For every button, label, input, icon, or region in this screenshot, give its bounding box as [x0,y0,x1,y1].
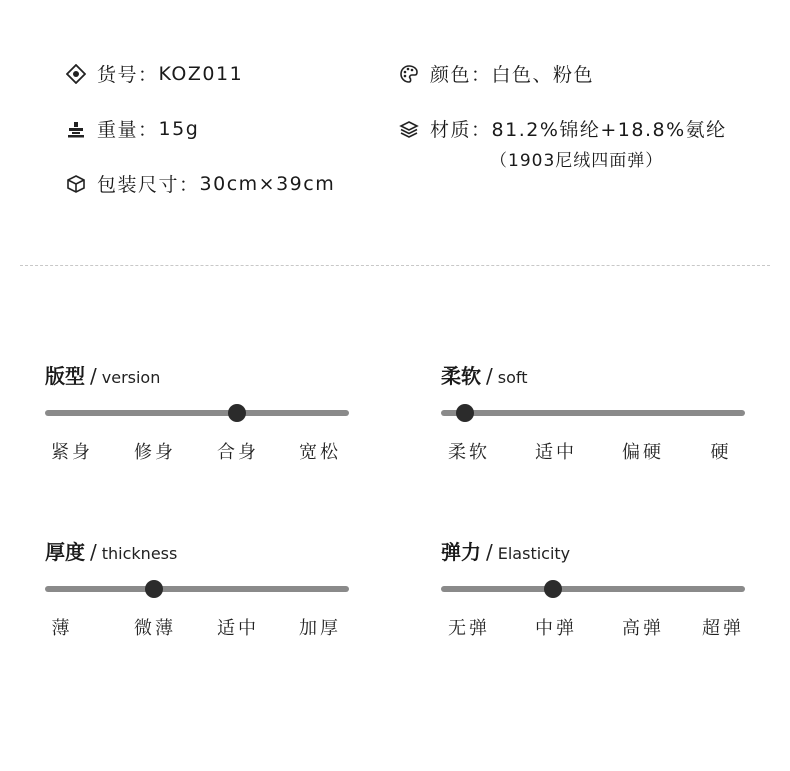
spec-item-no-value: KOZ011 [158,62,244,85]
gauge-title-en: soft [497,368,528,387]
gauge-option: 修身 [134,442,176,463]
spec-material [398,115,727,142]
gauge-thickness [45,538,349,638]
gauge-version [45,362,349,462]
gauge-scale [45,438,349,462]
gauge-option: 高弹 [622,618,664,639]
spec-item-no-label: 货号： [97,64,159,86]
gauge-title [45,362,349,390]
gauge-title-cn: 厚度 [45,540,85,564]
gauge-option: 柔软 [448,442,490,463]
gauge-title-en: thickness [101,544,178,563]
gauge-soft [441,362,745,462]
layers-icon [398,118,420,140]
gauge-option: 紧身 [51,442,93,463]
gauge-title-slash: / [90,540,97,564]
spec-item-no [65,60,243,87]
box-icon [65,173,87,195]
gauge-option: 偏硬 [622,442,664,463]
gauge-title-en: Elasticity [497,544,571,563]
spec-color [398,60,594,87]
gauge-knob [145,580,163,598]
gauge-scale [441,438,745,462]
gauge-track [441,586,745,592]
spec-material-label: 材质： [430,119,492,141]
gauge-option: 微薄 [134,618,176,639]
gauge-option: 适中 [535,442,577,463]
gauge-track [45,410,349,416]
spec-weight-value: 15g [158,117,200,140]
dashed-divider [20,265,770,266]
gauge-title [45,538,349,566]
scale-icon [65,118,87,140]
spec-package-label: 包装尺寸： [97,174,200,196]
spec-color-value: 白色、粉色 [491,64,595,86]
gauge-title-cn: 弹力 [441,540,481,564]
gauge-option: 薄 [51,618,73,639]
gauge-option: 硬 [710,442,732,463]
gauge-option: 无弹 [448,618,490,639]
gauge-track [45,586,349,592]
gauge-scale [45,614,349,638]
spec-weight-label: 重量： [97,119,159,141]
gauge-track [441,410,745,416]
gauge-elasticity [441,538,745,638]
gauge-title-slash: / [486,540,493,564]
gauge-option: 合身 [217,442,259,463]
gauge-title-slash: / [486,364,493,388]
gauge-title-en: version [101,368,161,387]
gauge-title [441,362,745,390]
spec-material-value: 81.2%锦纶+18.8%氨纶 [491,119,727,141]
gauge-title-cn: 版型 [45,364,85,388]
gauge-scale [441,614,745,638]
gauge-knob [544,580,562,598]
gauge-knob [456,404,474,422]
gauge-option: 宽松 [299,442,341,463]
spec-color-label: 颜色： [430,64,492,86]
palette-icon [398,63,420,85]
gauge-option: 适中 [217,618,259,639]
gauge-option: 中弹 [535,618,577,639]
gauge-title [441,538,745,566]
gauge-knob [228,404,246,422]
gauge-title-cn: 柔软 [441,364,481,388]
spec-weight [65,115,199,142]
gauge-title-slash: / [90,364,97,388]
spec-package [65,170,335,197]
tag-icon [65,63,87,85]
spec-material-sub: （1903尼绒四面弹） [490,151,664,171]
gauge-option: 超弹 [702,618,744,639]
gauge-option: 加厚 [299,618,341,639]
spec-package-value: 30cm×39cm [199,172,336,195]
